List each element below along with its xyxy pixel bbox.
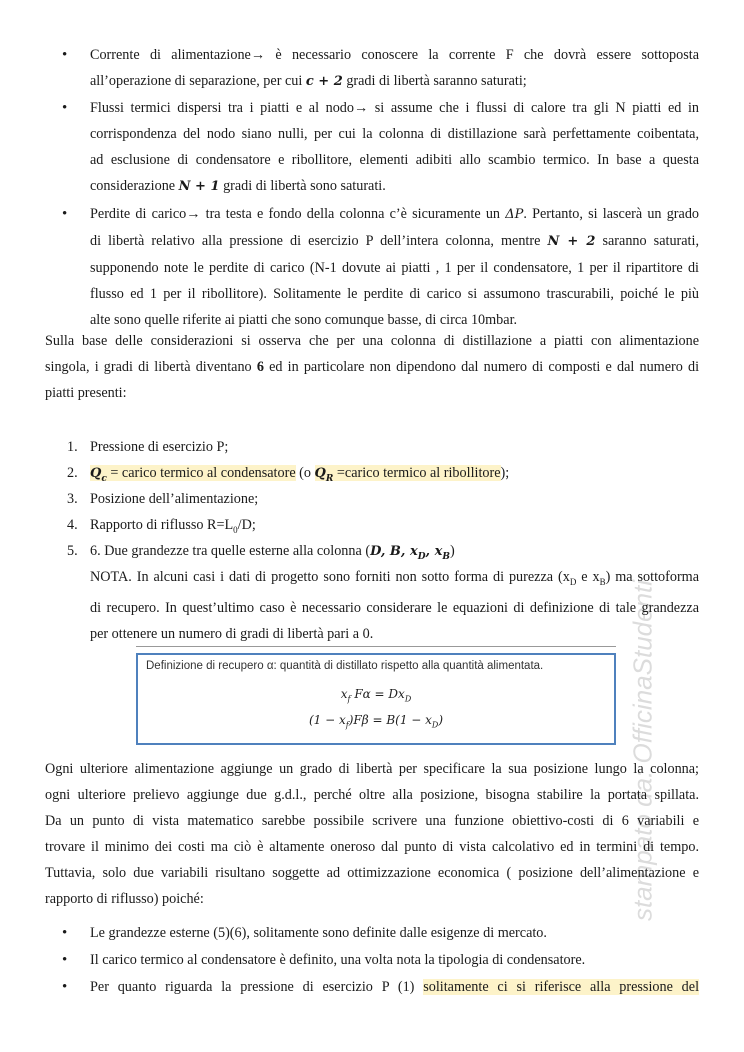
bullet-icon: • [62, 206, 68, 222]
list-item: Pressione di esercizio P; [90, 439, 229, 455]
text-line: all’operazione di separazione, per cui c + 2 gradi di libertà saranno saturati; [90, 73, 527, 89]
list-item: Posizione dell’alimentazione; [90, 491, 259, 507]
divider [136, 646, 616, 647]
text-line: alte sono quelle riferite ai piatti che sono comunque basse, di circa 10mbar. [90, 312, 518, 328]
bullet-item: Il carico termico al condensatore è definito, una volta nota la tipologia di condensatore. [90, 952, 586, 968]
bullet-icon: • [62, 925, 68, 941]
list-number: 3. [67, 491, 78, 507]
text-line: di libertà relativo alla pressione di esercizio P dell’intera colonna, mentre N + 2 saranno saturati, [90, 233, 699, 249]
text-line: considerazione N + 1 gradi di libertà sono saturati. [90, 178, 386, 194]
watermark: stampato da: OfficinaStudenti [627, 579, 658, 922]
text-line: corrispondenza del nodo siano nulli, per cui la colonna di distillazione sarà perfettamente coibentata, [90, 126, 699, 142]
text-line: Ogni ulteriore alimentazione aggiunge un grado di libertà per specificare la sua posizione lungo la colonna; [45, 761, 699, 777]
paragraph [45, 756, 699, 912]
equation-recovery-alpha: $x_f$ $F\alpha = Dx_D$ [340, 687, 412, 704]
text-line: flusso ed 1 per il ribollitore). Solitamente le perdite di carico si assumono trascurabili, poiché le più [90, 286, 699, 302]
list-item: $Q_c$ = carico termico al condensatore (o $Q_R$ =carico termico al ribollitore); [90, 465, 510, 484]
list-number: 5. [67, 543, 78, 559]
equation-recovery-beta: $(1 - x_f)F\beta = B(1 - x_D)$ [308, 713, 444, 730]
text-line: Tuttavia, solo due variabili risultano soggette ad ottimizzazione economica ( posizione dell’alimentazione e [45, 865, 699, 881]
text-line: ogni ulteriore prelievo aggiunge due g.d.l., perché oltre alla posizione, bisogna stabilire la portata spillata. [45, 787, 699, 803]
bullet-item: Le grandezze esterne (5)(6), solitamente sono definite dalle esigenze di mercato. [90, 925, 547, 941]
bullet-item [90, 201, 699, 333]
bullet-item [90, 42, 699, 95]
bullet-item [90, 95, 699, 200]
bullet-icon: • [62, 952, 68, 968]
note-block [90, 564, 699, 647]
text-line: Flussi termici dispersi tra i piatti e al nodo→ si assume che i flussi di calore tra gli N piatti ed in [90, 100, 699, 116]
text-line: di recupero. In quest’ultimo caso è necessario considerare le equazioni di definizione di tale grandezza [90, 599, 699, 616]
text-line: NOTA. In alcuni casi i dati di progetto sono forniti non sotto forma di purezza ($x_D$ e $x_B$) ma sottoforma [90, 569, 699, 587]
bullet-icon: • [62, 979, 68, 995]
text-line: Da un punto di vista matematico sarebbe possibile scrivere una funzione obiettivo-costi di 6 variabili e [45, 813, 699, 829]
definition-box [136, 653, 616, 745]
list-item: 6. Due grandezze tra quelle esterne alla colonna (D, B, $x_D$, $x_B$) [90, 543, 455, 562]
text-line: Corrente di alimentazione→ è necessario conoscere la corrente F che dovrà essere sottoposta [90, 47, 699, 63]
text-line: piatti presenti: [45, 385, 127, 401]
list-number: 1. [67, 439, 78, 455]
paragraph [45, 328, 699, 406]
bullet-icon: • [62, 47, 68, 63]
bullet-item: Per quanto riguarda la pressione di esercizio P (1) solitamente ci si riferisce alla pressione del [90, 979, 700, 995]
text-line: ad esclusione di condensatore e ribollitore, elementi adibiti allo scambio termico. In base a questa [90, 152, 699, 168]
definition-text: Definizione di recupero α: quantità di distillato rispetto alla quantità alimentata. [146, 660, 544, 672]
text-line: supponendo note le perdite di carico (N-1 dovute ai piatti , 1 per il condensatore, 1 per il ripartitore di [90, 260, 699, 276]
bullet-icon: • [62, 100, 68, 116]
text-line: Perdite di carico→ tra testa e fondo della colonna c’è sicuramente un ΔP. Pertanto, si lascerà un grado [90, 206, 700, 222]
text-line: Sulla base delle considerazioni si osserva che per una colonna di distillazione a piatti con alimentazione [45, 333, 699, 349]
list-number: 4. [67, 517, 78, 533]
text-line: per ottenere un numero di gradi di libertà pari a 0. [90, 625, 374, 642]
text-line: rapporto di riflusso) poiché: [45, 891, 204, 907]
text-line: singola, i gradi di libertà diventano 6 ed in particolare non dipendono dal numero di composti e dal numero di [45, 359, 700, 375]
list-number: 2. [67, 465, 78, 481]
text-line: trovare il minimo dei costi ma ciò è altamente oneroso dal punto di vista calcolativo ed in termini di tempo. [45, 839, 699, 855]
list-item: Rapporto di riflusso $R=L_0/D$; [90, 517, 256, 535]
